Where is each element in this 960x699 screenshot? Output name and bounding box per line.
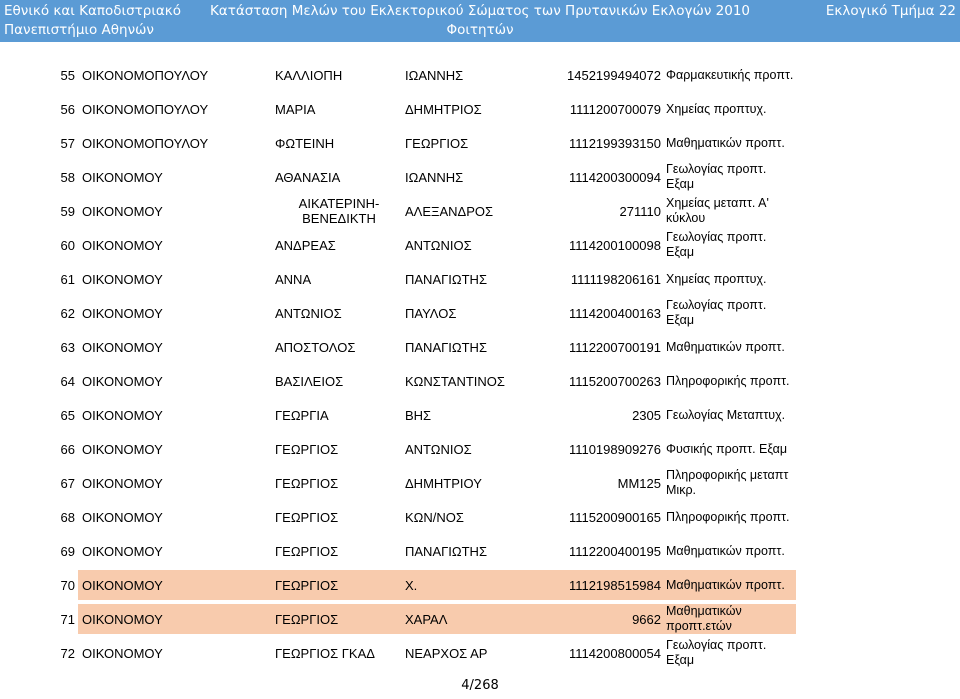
table-row [0, 126, 960, 160]
surname-cell: ΟΙΚΟΝΟΜΟΠΟΥΛΟΥ [82, 101, 209, 117]
table-row [0, 466, 960, 500]
department-cell: Μαθηματικών προπτ. [666, 339, 785, 354]
father-name-cell: ΠΑΝΑΓΙΩΤΗΣ [405, 271, 487, 287]
surname-cell: ΟΙΚΟΝΟΜΟΥ [82, 577, 163, 593]
table-row [0, 364, 960, 398]
table-row [0, 500, 960, 534]
department-cell: Φυσικής προπτ. Εξαμ [666, 441, 788, 456]
page-header [0, 0, 960, 42]
father-name-cell: ΚΩΝΣΤΑΝΤΙΝΟΣ [405, 373, 505, 389]
first-name-cell: ΓΕΩΡΓΙΟΣ [275, 611, 339, 627]
father-name-cell: ΠΑΥΛΟΣ [405, 305, 457, 321]
first-name-cell: ΜΑΡΙΑ [275, 101, 316, 117]
row-number: 62 [60, 305, 75, 321]
row-number: 64 [60, 373, 75, 389]
father-name-cell: ΠΑΝΑΓΙΩΤΗΣ [405, 543, 487, 559]
first-name-cell: ΓΕΩΡΓΙΟΣ [275, 475, 339, 491]
student-id-cell: 1114200800054 [568, 645, 661, 661]
row-number: 56 [60, 101, 75, 117]
father-name-cell: ΧΑΡΑΛ [405, 611, 448, 627]
surname-cell: ΟΙΚΟΝΟΜΟΥ [82, 237, 163, 253]
surname-cell: ΟΙΚΟΝΟΜΟΠΟΥΛΟΥ [82, 67, 209, 83]
father-name-cell: ΔΗΜΗΤΡΙΟΥ [405, 475, 482, 491]
row-number: 58 [60, 169, 75, 185]
table-row [0, 330, 960, 364]
surname-cell: ΟΙΚΟΝΟΜΟΥ [82, 169, 163, 185]
father-name-cell: ΔΗΜΗΤΡΙΟΣ [405, 101, 482, 117]
department-cell: Γεωλογίας προπτ. Εξαμ [666, 230, 767, 259]
father-name-cell: Χ. [405, 577, 418, 593]
university-name-line1: Εθνικό και Καποδιστριακό [4, 3, 182, 19]
department-cell: Φαρμακευτικής προπτ. [666, 67, 794, 82]
first-name-cell: ΒΑΣΙΛΕΙΟΣ [275, 373, 344, 389]
student-id-cell: 1114200300094 [568, 169, 661, 185]
row-number: 70 [60, 577, 75, 593]
first-name-cell: ΑΝΝΑ [275, 271, 312, 287]
department-cell: Μαθηματικών προπτ. [666, 135, 785, 150]
first-name-cell: ΓΕΩΡΓΙΟΣ [275, 577, 339, 593]
table-row [0, 398, 960, 432]
student-id-cell: 9662 [632, 611, 661, 627]
electoral-section: Εκλογικό Τμήμα 22 [825, 3, 956, 19]
first-name-cell: ΑΠΟΣΤΟΛΟΣ [275, 339, 356, 355]
first-name-cell: ΦΩΤΕΙΝΗ [275, 135, 335, 151]
department-cell: Χημείας προπτυχ. [666, 101, 767, 116]
surname-cell: ΟΙΚΟΝΟΜΟΥ [82, 339, 163, 355]
row-number: 57 [60, 135, 75, 151]
row-number: 67 [60, 475, 75, 491]
first-name-cell: ΑΝΤΩΝΙΟΣ [275, 305, 342, 321]
department-cell: Πληροφορικής προπτ. [666, 509, 790, 524]
student-id-cell: 1111200700079 [569, 101, 661, 117]
table-row [0, 160, 960, 194]
surname-cell: ΟΙΚΟΝΟΜΟΥ [82, 407, 163, 423]
table-row [0, 92, 960, 126]
row-number: 61 [60, 271, 75, 287]
page-number: 4/268 [461, 678, 499, 693]
first-name-cell: ΓΕΩΡΓΙΟΣ [275, 509, 339, 525]
student-id-cell: 1112200700191 [568, 339, 661, 355]
father-name-cell: ΑΛΕΞΑΝΔΡΟΣ [405, 203, 494, 219]
surname-cell: ΟΙΚΟΝΟΜΟΥ [82, 543, 163, 559]
first-name-cell: ΑΘΑΝΑΣΙΑ [275, 169, 341, 185]
department-cell: Γεωλογίας προπτ. Εξαμ [666, 162, 767, 191]
surname-cell: ΟΙΚΟΝΟΜΟΥ [82, 203, 163, 219]
department-cell: Μαθηματικών προπτ.ετών [666, 604, 742, 633]
father-name-cell: ΑΝΤΩΝΙΟΣ [405, 237, 472, 253]
student-id-cell: 1112199393150 [568, 135, 661, 151]
surname-cell: ΟΙΚΟΝΟΜΟΥ [82, 305, 163, 321]
row-number: 65 [60, 407, 75, 423]
row-number: 66 [60, 441, 75, 457]
first-name-cell: ΑΝΔΡΕΑΣ [275, 237, 336, 253]
father-name-cell: ΑΝΤΩΝΙΟΣ [405, 441, 472, 457]
student-id-cell: 1452199494072 [567, 67, 661, 83]
table-row [0, 636, 960, 670]
surname-cell: ΟΙΚΟΝΟΜΟΥ [82, 611, 163, 627]
student-id-cell: 1112198515984 [568, 577, 661, 593]
row-number: 72 [60, 645, 75, 661]
row-number: 59 [60, 203, 75, 219]
table-row [0, 228, 960, 262]
department-cell: Πληροφορικής μεταπτ Μικρ. [666, 468, 789, 497]
table-row [0, 432, 960, 466]
table-row [0, 534, 960, 568]
father-name-cell: ΝΕΑΡΧΟΣ ΑΡ [405, 645, 488, 661]
surname-cell: ΟΙΚΟΝΟΜΟΠΟΥΛΟΥ [82, 135, 209, 151]
surname-cell: ΟΙΚΟΝΟΜΟΥ [82, 373, 163, 389]
first-name-cell: ΓΕΩΡΓΙΟΣ [275, 441, 339, 457]
row-number: 68 [60, 509, 75, 525]
surname-cell: ΟΙΚΟΝΟΜΟΥ [82, 271, 163, 287]
department-cell: Μαθηματικών προπτ. [666, 577, 785, 592]
row-number: 69 [60, 543, 75, 559]
father-name-cell: ΠΑΝΑΓΙΩΤΗΣ [405, 339, 487, 355]
department-cell: Μαθηματικών προπτ. [666, 543, 785, 558]
row-number: 63 [60, 339, 75, 355]
first-name-cell: ΓΕΩΡΓΙΑ [275, 407, 329, 423]
surname-cell: ΟΙΚΟΝΟΜΟΥ [82, 509, 163, 525]
department-cell: Χημείας προπτυχ. [666, 271, 767, 286]
row-number: 71 [60, 611, 75, 627]
surname-cell: ΟΙΚΟΝΟΜΟΥ [82, 475, 163, 491]
father-name-cell: ΚΩΝ/ΝΟΣ [405, 509, 464, 525]
student-id-cell: 1112200400195 [568, 543, 661, 559]
student-id-cell: 1111198206161 [570, 271, 661, 287]
table-row [0, 194, 960, 228]
table-row [0, 296, 960, 330]
document-title: Κατάσταση Μελών του Εκλεκτορικού Σώματος των Πρυτανικών Εκλογών 2010 [209, 3, 751, 19]
first-name-cell: ΚΑΛΛΙΟΠΗ [275, 67, 343, 83]
father-name-cell: ΓΕΩΡΓΙΟΣ [405, 135, 469, 151]
department-cell: Γεωλογίας Μεταπτυχ. [666, 407, 786, 422]
university-name-line2: Πανεπιστήμιο Αθηνών [4, 22, 154, 38]
father-name-cell: ΙΩΑΝΝΗΣ [405, 169, 464, 185]
department-cell: Γεωλογίας προπτ. Εξαμ [666, 298, 767, 327]
table-row [0, 262, 960, 296]
department-cell: Χημείας μεταπτ. Α' κύκλου [666, 196, 769, 225]
student-id-cell: 2305 [632, 407, 661, 423]
father-name-cell: ΙΩΑΝΝΗΣ [405, 67, 464, 83]
department-cell: Γεωλογίας προπτ. Εξαμ [666, 638, 767, 667]
student-id-cell: 1114200100098 [568, 237, 661, 253]
first-name-cell: ΓΕΩΡΓΙΟΣ ΓΚΑΔ [275, 645, 375, 661]
surname-cell: ΟΙΚΟΝΟΜΟΥ [82, 441, 163, 457]
student-id-cell: 1110198909276 [568, 441, 661, 457]
father-name-cell: ΒΗΣ [405, 407, 432, 423]
document-subtitle: Φοιτητών [446, 22, 514, 38]
student-id-cell: 1114200400163 [568, 305, 661, 321]
first-name-cell: ΓΕΩΡΓΙΟΣ [275, 543, 339, 559]
surname-cell: ΟΙΚΟΝΟΜΟΥ [82, 645, 163, 661]
department-cell: Πληροφορικής προπτ. [666, 373, 790, 388]
student-id-cell: 271110 [619, 203, 661, 219]
table-row [0, 58, 960, 92]
student-id-cell: 1115200900165 [568, 509, 661, 525]
row-number: 55 [60, 67, 75, 83]
table-row [0, 602, 960, 636]
first-name-cell: ΑΙΚΑΤΕΡΙΝΗ-ΒΕΝΕΔΙΚΤΗ [298, 196, 380, 226]
row-number: 60 [60, 237, 75, 253]
student-id-cell: ΜΜ125 [617, 475, 661, 491]
table-row [0, 568, 960, 602]
student-id-cell: 1115200700263 [568, 373, 661, 389]
